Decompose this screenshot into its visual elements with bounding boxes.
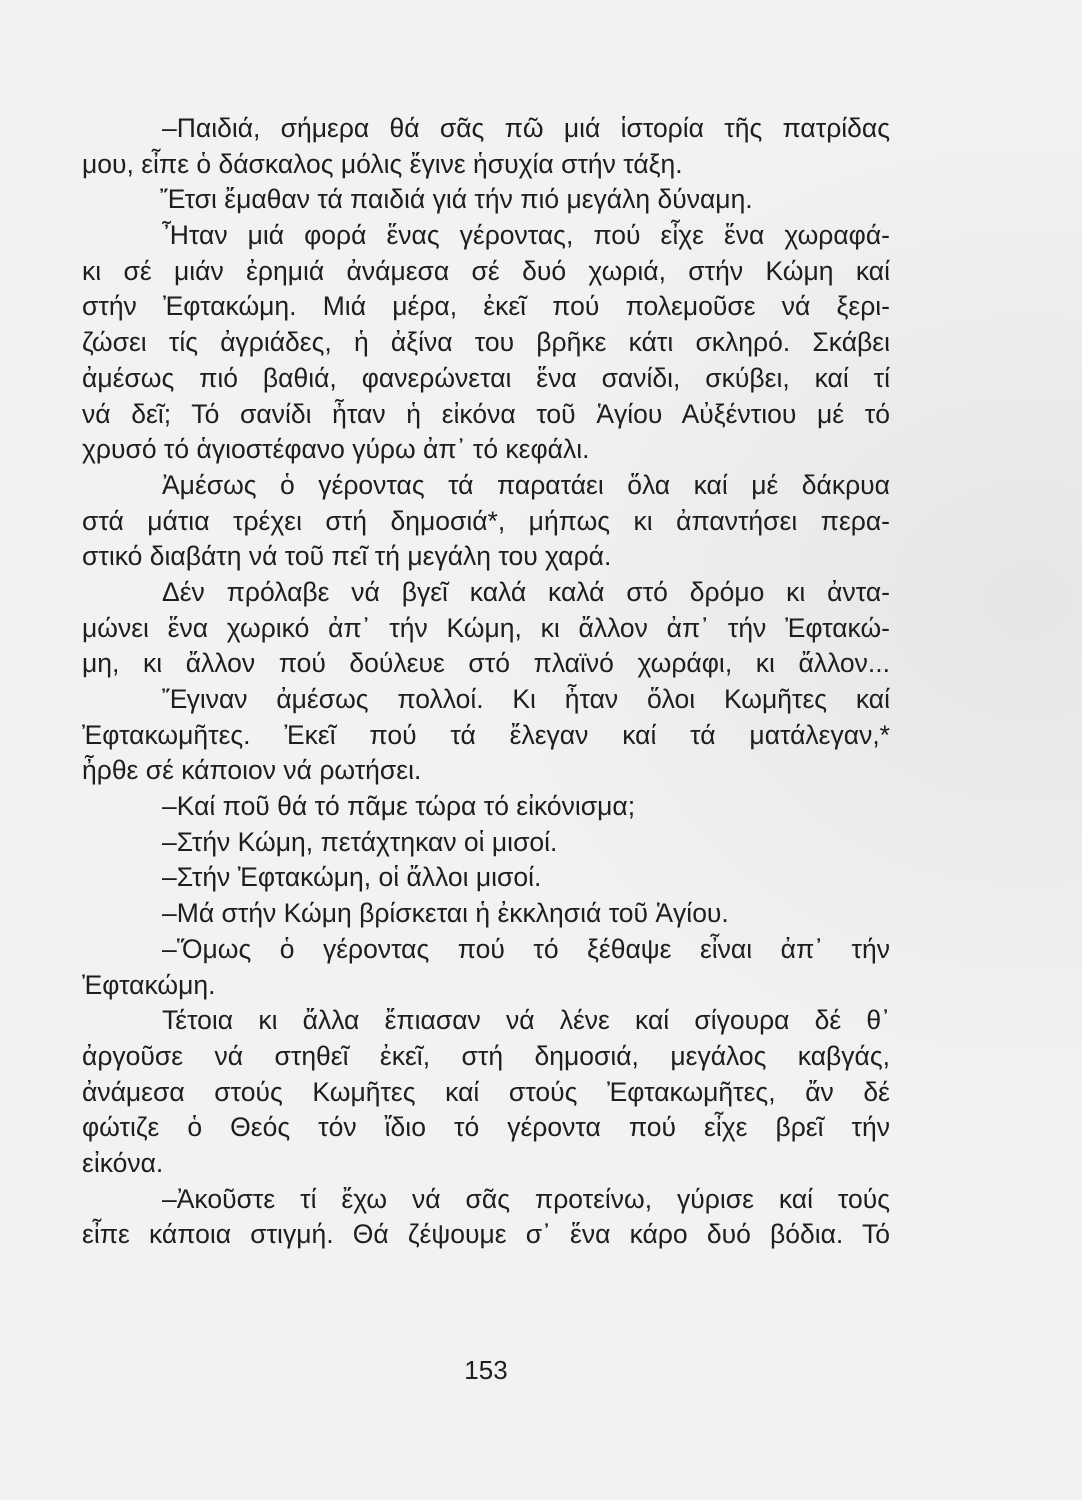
text-line: μου, εἶπε ὁ δάσκαλος μόλις ἔγινε ἡσυχία στήν τάξη. — [82, 148, 683, 179]
text-line: εἰκόνα. — [82, 1147, 164, 1178]
body-text — [82, 111, 890, 1253]
text-line: Ἐφτακωμῆτες. Ἐκεῖ πού τά ἔλεγαν καί τά ματάλεγαν,* — [82, 719, 890, 750]
text-line: –Μά στήν Κώμη βρίσκεται ἡ ἐκκλησιά τοῦ Ἁγίου. — [162, 898, 729, 929]
text-line: νά δεῖ; Τό σανίδι ἦταν ἡ εἰκόνα τοῦ Ἁγίου Αὐξέντιου μέ τό — [82, 398, 890, 429]
text-line: μώνει ἕνα χωρικό ἀπ᾿ τήν Κώμη, κι ἄλλον ἀπ᾿ τήν Ἐφτακώ- — [82, 612, 890, 643]
text-line: ζώσει τίς ἀγριάδες, ἡ ἀξίνα του βρῆκε κάτι σκληρό. Σκάβει — [82, 327, 890, 358]
text-line: –Ἀκοῦστε τί ἔχω νά σᾶς προτείνω, γύρισε καί τούς — [162, 1183, 890, 1214]
text-line: στά μάτια τρέχει στή δημοσιά*, μήπως κι ἀπαντήσει περα- — [82, 505, 890, 536]
text-line: Τέτοια κι ἄλλα ἔπιασαν νά λένε καί σίγουρα δέ θ᾿ — [162, 1005, 890, 1036]
text-line: στικό διαβάτη νά τοῦ πεῖ τή μεγάλη του χαρά. — [82, 541, 612, 572]
text-line: Δέν πρόλαβε νά βγεῖ καλά καλά στό δρόμο κι ἀντα- — [162, 576, 890, 607]
text-line: –Ὅμως ὁ γέροντας πού τό ξέθαψε εἶναι ἀπ᾿ τήν — [162, 933, 890, 964]
text-line: ἀργοῦσε νά στηθεῖ ἐκεῖ, στή δημοσιά, μεγάλος καβγάς, — [82, 1040, 890, 1071]
text-line: ἀμέσως πιό βαθιά, φανερώνεται ἕνα σανίδι, σκύβει, καί τί — [82, 362, 890, 393]
text-line: –Παιδιά, σήμερα θά σᾶς πῶ μιά ἱστορία τῆς πατρίδας — [162, 113, 890, 143]
text-line: Ἔτσι ἔμαθαν τά παιδιά γιά τήν πιό μεγάλη δύναμη. — [160, 184, 753, 215]
text-line: Ἀμέσως ὁ γέροντας τά παρατάει ὅλα καί μέ δάκρυα — [162, 469, 890, 500]
text-line: –Στήν Κώμη, πετάχτηκαν οἱ μισοί. — [162, 826, 558, 857]
text-line: –Στήν Ἐφτακώμη, οἱ ἄλλοι μισοί. — [162, 862, 542, 893]
text-line: χρυσό τό ἁγιοστέφανο γύρω ἀπ᾿ τό κεφάλι. — [82, 434, 590, 465]
text-line: στήν Ἐφτακώμη. Μιά μέρα, ἐκεῖ πού πολεμοῦσε νά ξερι- — [82, 291, 890, 322]
text-line: μη, κι ἄλλον πού δούλευε στό πλαϊνό χωράφι, κι ἄλλον... — [82, 648, 890, 679]
page-number: 153 — [464, 1355, 508, 1385]
text-line: Ἦταν μιά φορά ἕνας γέροντας, πού εἶχε ἕνα χωραφά- — [162, 220, 890, 251]
text-line: ἀνάμεσα στούς Κωμῆτες καί στούς Ἐφτακωμῆτες, ἄν δέ — [82, 1076, 890, 1107]
text-line: εἶπε κάποια στιγμή. Θά ζέψουμε σ᾿ ἕνα κάρο δυό βόδια. Τό — [82, 1219, 890, 1250]
text-line: κι σέ μιάν ἐρημιά ἀνάμεσα σέ δυό χωριά, στήν Κώμη καί — [82, 255, 890, 286]
text-line: ἦρθε σέ κάποιον νά ρωτήσει. — [82, 755, 422, 786]
text-line: φώτιζε ὁ Θεός τόν ἴδιο τό γέροντα πού εἶχε βρεῖ τήν — [82, 1112, 890, 1143]
text-line: Ἐφτακώμη. — [82, 969, 216, 1000]
text-line: Ἔγιναν ἀμέσως πολλοί. Κι ἦταν ὅλοι Κωμῆτες καί — [162, 684, 890, 714]
text-line: –Καί ποῦ θά τό πᾶμε τώρα τό εἰκόνισμα; — [162, 791, 636, 822]
